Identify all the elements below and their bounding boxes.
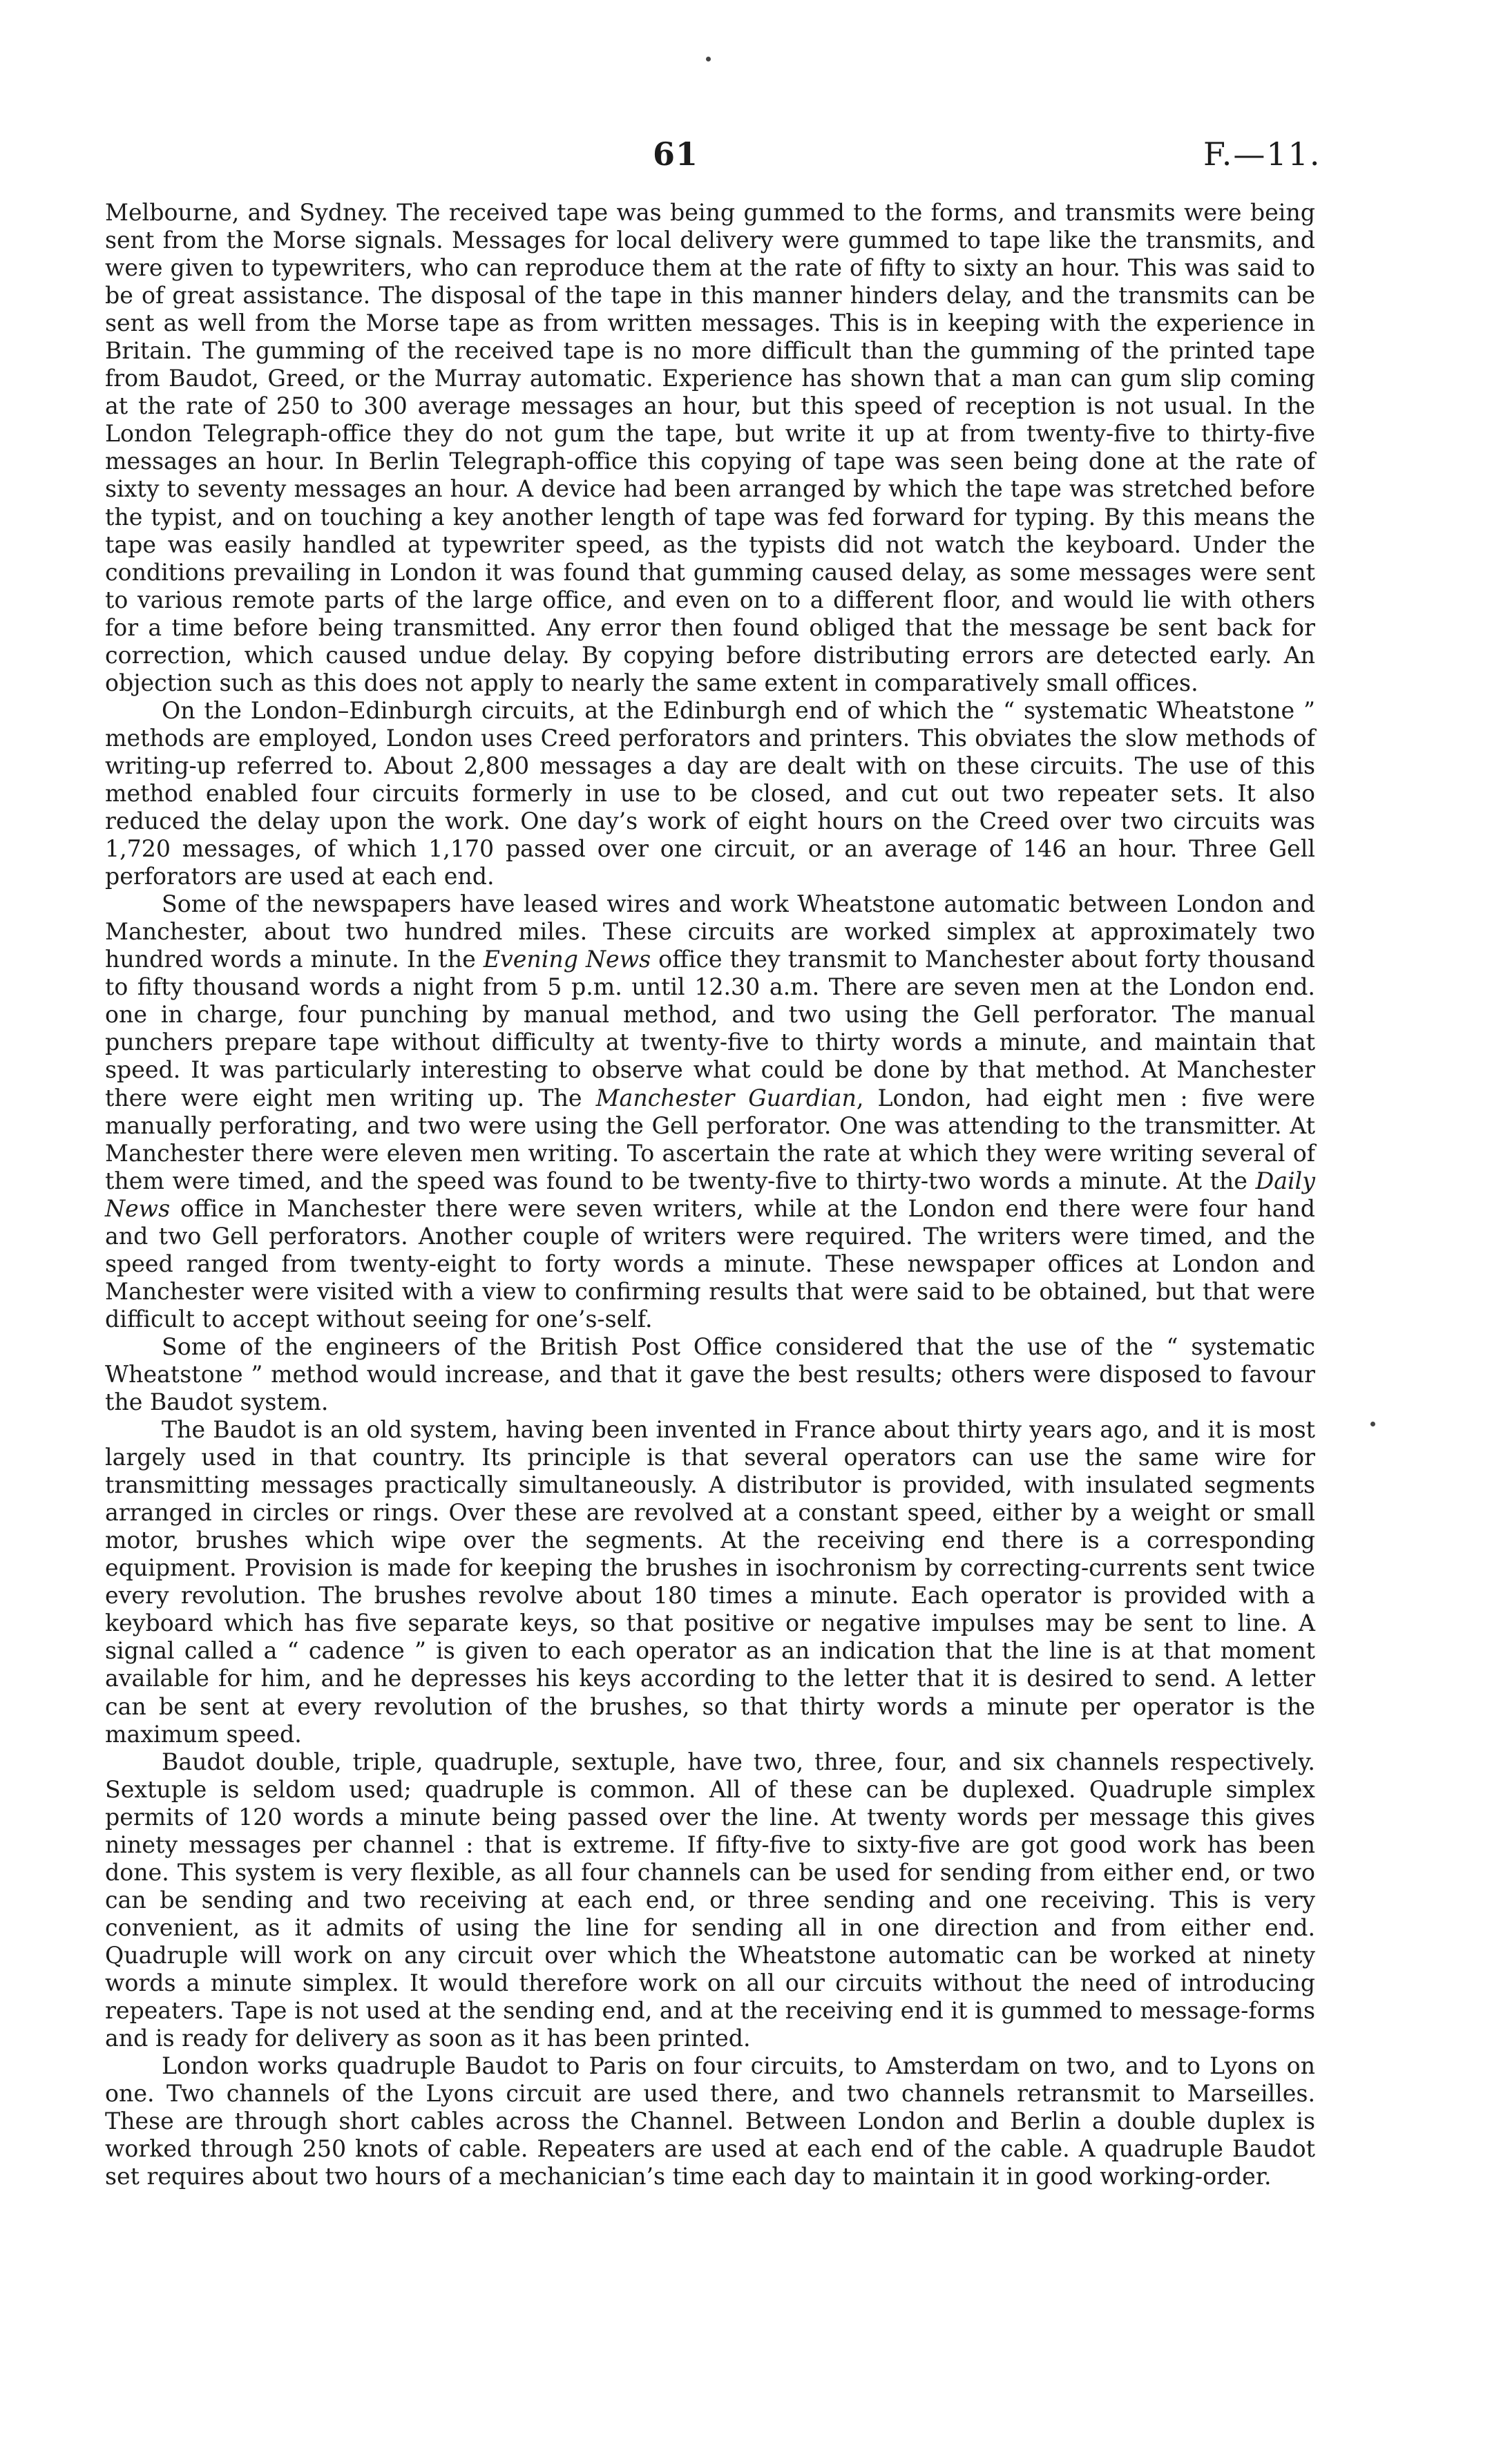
- text-run: Some of the engineers of the British Post Office considered that the use of the “ systematic Wheatstone ” method would increase, and that it gave the best results; others were disposed to favour the Baudot system.: [105, 1333, 1315, 1416]
- text-run: , London, had eight men : five were manually perforating, and two were using the Gell perforator. One was attending to the transmitter. At Manchester there were eleven men writing. To ascertain the rate at which they were writing several of them were timed, and the speed was found to be twenty-five to thirty-two words a minute. At the: [105, 1084, 1315, 1194]
- paragraph: [105, 1333, 1315, 1416]
- page-number: 61: [653, 135, 699, 173]
- paragraph: [105, 1416, 1315, 1748]
- paragraph: [105, 199, 1315, 697]
- paragraph: [105, 890, 1315, 1333]
- stray-ink-dot: [706, 57, 711, 61]
- text-run: The Baudot is an old system, having been invented in France about thirty years ago, and it is most largely used in that country. Its principle is that several operators can use the same wire for transmitting messages practically simultaneously. A distributor is provided, with insulated segments arranged in circles or rings. Over these are revolved at a constant speed, either by a weight or small motor, brushes which wipe over the segments. At the receiving end there is a corresponding equipment. Provision is made for keeping the brushes in isochronism by correcting-currents sent twice every revolution. The brushes revolve about 180 times a minute. Each operator is provided with a keyboard which has five separate keys, so that positive or negative impulses may be sent to line. A signal called a “ cadence ” is given to each operator as an indication that the line is at that moment available for him, and he depresses his keys according to the letter that it is desired to send. A letter can be sent at every revolution of the brushes, so that thirty words a minute per operator is the maximum speed.: [105, 1416, 1315, 1748]
- newspaper-title: Daily News: [105, 1167, 1315, 1222]
- margin-ink-dot: [1370, 1422, 1375, 1426]
- text-run: On the London–Edinburgh circuits, at the Edinburgh end of which the “ systematic Wheatstone ” methods are employed, London uses Creed perforators and printers. This obviates the slow methods of writing-up referred to. About 2,800 messages a day are dealt with on these circuits. The use of this method enabled four circuits formerly in use to be closed, and cut out two repeater sets. It also reduced the delay upon the work. One day’s work of eight hours on the Creed over two circuits was 1,720 messages, of which 1,170 passed over one circuit, or an average of 146 an hour. Three Gell perforators are used at each end.: [105, 696, 1315, 890]
- paragraph: [105, 2052, 1315, 2190]
- text-run: office in Manchester there were seven writers, while at the London end there were four hand and two Gell perforators. Another couple of writers were required. The writers were timed, and the speed ranged from twenty-eight to forty words a minute. These newspaper offices at London and Manchester were visited with a view to confirming results that were said to be obtained, but that were difficult to accept without seeing for one’s-self.: [105, 1194, 1315, 1333]
- paragraph: [105, 697, 1315, 890]
- text-run: Some of the newspapers have leased wires and work Wheatstone automatic between London and Manchester, about two hundred miles. These circuits are worked simplex at approximately two hundred words a minute. In the: [105, 890, 1315, 973]
- newspaper-title: Manchester Guardian: [595, 1084, 857, 1111]
- text-run: Melbourne, and Sydney. The received tape was being gummed to the forms, and transmits were being sent from the Morse signals. Messages for local delivery were gummed to tape like the transmits, and were given to typewriters, who can reproduce them at the rate of fifty to sixty an hour. This was said to be of great assistance. The disposal of the tape in this manner hinders delay, and the transmits can be sent as well from the Morse tape as from written messages. This is in keeping with the experience in Britain. The gumming of the received tape is no more difficult than the gumming of the printed tape from Baudot, Greed, or the Murray automatic. Experience has shown that a man can gum slip coming at the rate of 250 to 300 average messages an hour, but this speed of reception is not usual. In the London Telegraph-office they do not gum the tape, but write it up at from twenty-five to thirty-five messages an hour. In Berlin Telegraph-office this copying of tape was seen being done at the rate of sixty to seventy messages an hour. A device had been arranged by which the tape was stretched before the typist, and on touching a key another length of tape was fed forward for typing. By this means the tape was easily handled at typewriter speed, as the typists did not watch the keyboard. Under the conditions prevailing in London it was found that gumming caused delay, as some messages were sent to various remote parts of the large office, and even on to a different floor, and would lie with others for a time before being transmitted. Any error then found obliged that the message be sent back for correction, which caused undue delay. By copying before distributing errors are detected early. An objection such as this does not apply to nearly the same extent in comparatively small offices.: [105, 199, 1315, 696]
- text-run: London works quadruple Baudot to Paris on four circuits, to Amsterdam on two, and to Lyons on one. Two channels of the Lyons circuit are used there, and two channels retransmit to Marseilles. These are through short cables across the Channel. Between London and Berlin a double duplex is worked through 250 knots of cable. Repeaters are used at each end of the cable. A quadruple Baudot set requires about two hours of a mechanician’s time each day to maintain it in good working-order.: [105, 2052, 1315, 2190]
- newspaper-title: Evening News: [483, 946, 651, 973]
- body-text: [105, 199, 1315, 2190]
- text-run: office they transmit to Manchester about forty thousand to fifty thousand words a night from 5 p.m. until 12.30 a.m. There are seven men at the London end. one in charge, four punching by manual method, and two using the Gell perforator. The manual punchers prepare tape without difficulty at twenty-five to thirty words a minute, and maintain that speed. It was particularly interesting to observe what could be done by that method. At Manchester there were eight men writing up. The: [105, 946, 1316, 1111]
- page-header: [0, 135, 1501, 177]
- text-run: Baudot double, triple, quadruple, sextuple, have two, three, four, and six channels respectively. Sextuple is seldom used; quadruple is common. All of these can be duplexed. Quadruple simplex permits of 120 words a minute being passed over the line. At twenty words per message this gives ninety messages per channel : that is extreme. If fifty-five to sixty-five are got good work has been done. This system is very flexible, as all four channels can be used for sending from either end, or two can be sending and two receiving at each end, or three sending and one receiving. This is very convenient, as it admits of using the line for sending all in one direction and from either end. Quadruple will work on any circuit over which the Wheatstone automatic can be worked at ninety words a minute simplex. It would therefore work on all our circuits without the need of introducing repeaters. Tape is not used at the sending end, and at the receiving end it is gummed to message-forms and is ready for delivery as soon as it has been printed.: [105, 1748, 1315, 2052]
- paragraph: [105, 1748, 1315, 2053]
- page-reference: F.—11.: [1203, 135, 1321, 173]
